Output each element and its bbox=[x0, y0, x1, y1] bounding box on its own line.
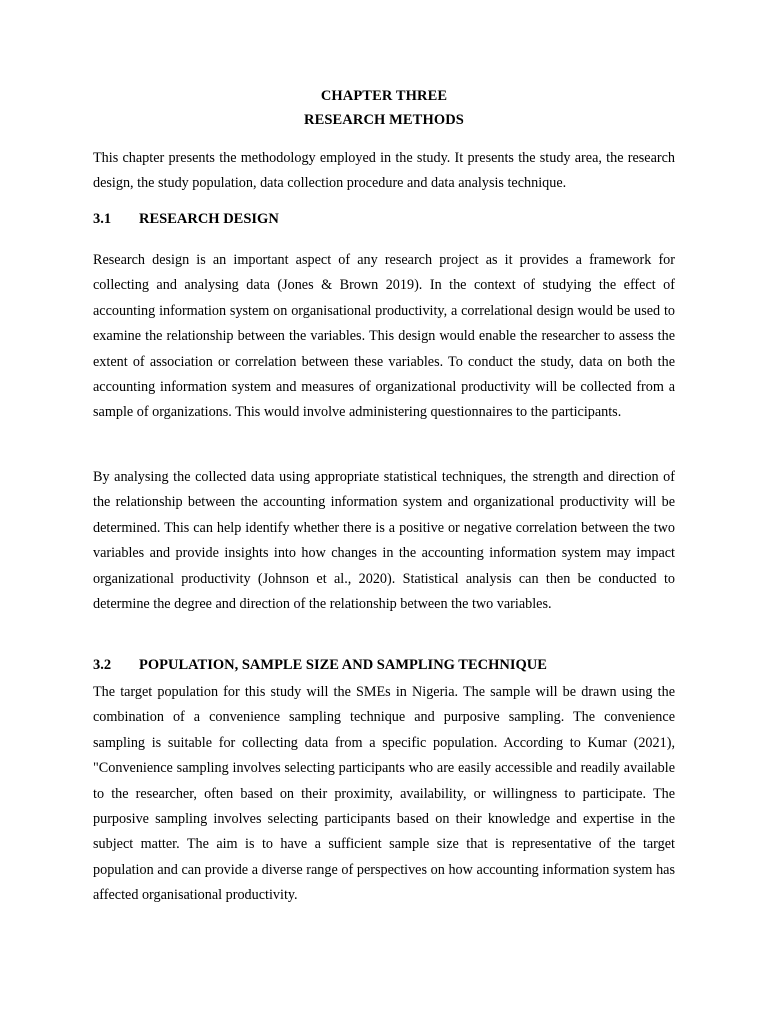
section-title: POPULATION, SAMPLE SIZE AND SAMPLING TECHNIQUE bbox=[139, 657, 547, 673]
population-paragraph-1: The target population for this study will the SMEs in Nigeria. The sample will be drawn using the combination of a convenience sampling technique and purposive sampling. The convenience sampling is suitable for collecting data from a specific population. According to Kumar (2021), "Convenience sampling involves selecting participants who are easily accessible and readily available to the researcher, often based on their proximity, availability, or willingness to participate. The purposive sampling involves selecting participants based on their knowledge and expertise in the subject matter. The aim is to have a sufficient sample size that is representative of the target population and can provide a diverse range of perspectives on how accounting information system has affected organisational productivity. bbox=[93, 684, 675, 904]
research-design-paragraph-1: Research design is an important aspect of any research project as it provides a framework for collecting and analysing data (Jones & Brown 2019). In the context of studying the effect of accounting information system on organisational productivity, a correlational design would be used to examine the relationship between the variables. This design would enable the researcher to assess the extent of association or correlation between these variables. To conduct the study, data on both the accounting information system and measures of organizational productivity will be collected from a sample of organizations. This would involve administering questionnaires to the participants. bbox=[93, 252, 675, 421]
research-design-paragraph-2: By analysing the collected data using appropriate statistical techniques, the strength and direction of the relationship between the accounting information system and organizational productivity will be determined. This can help identify whether there is a positive or negative correlation between the two variables and provide insights into how changes in the accounting information system may impact organizational productivity (Johnson et al., 2020). Statistical analysis can then be conducted to determine the degree and direction of the relationship between the two variables. bbox=[93, 469, 675, 613]
section-number: 3.2 bbox=[93, 657, 112, 673]
chapter-title: RESEARCH METHODS bbox=[304, 112, 464, 128]
section-heading-population bbox=[93, 657, 547, 674]
section-title: RESEARCH DESIGN bbox=[139, 211, 279, 227]
section-heading-research-design bbox=[93, 211, 279, 228]
intro-paragraph: This chapter presents the methodology employed in the study. It presents the study area, the research design, the study population, data collection procedure and data analysis technique. bbox=[93, 150, 675, 192]
chapter-label: CHAPTER THREE bbox=[320, 88, 448, 104]
section-number: 3.1 bbox=[93, 211, 112, 227]
